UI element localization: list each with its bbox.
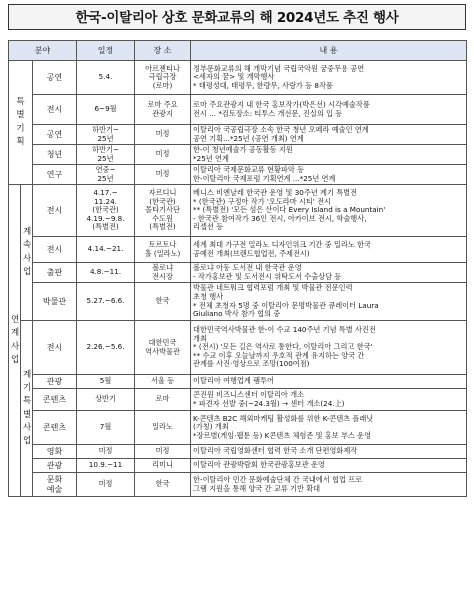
table-row <box>9 165 467 185</box>
row-field: 전시 <box>33 185 77 237</box>
row-field: 출판 <box>33 263 77 283</box>
row-place: 한국 <box>135 283 191 321</box>
row-date: 5.27.~6.6. <box>77 283 135 321</box>
group-special: 특 별 기 획 <box>9 61 33 185</box>
row-content: 볼로냐 아동 도서전 내 한국관 운영 - 작가홍보관 및 도서전시 위탁도서 수출상담 등 <box>191 263 467 283</box>
table-row <box>9 125 467 145</box>
row-content: 이탈리아 국립영화센터 협력 한국 소개 단편영화제작 <box>191 445 467 459</box>
group-linked: 연 계 사 업 <box>9 185 21 497</box>
table-row <box>9 283 467 321</box>
table-row <box>9 95 467 125</box>
table-row <box>9 459 467 473</box>
row-content: 이탈리아 여행업계 팸투어 <box>191 375 467 389</box>
row-date: 5월 <box>77 375 135 389</box>
row-content: 한-이 청년예술가 공동활동 지원 *25년 연계 <box>191 145 467 165</box>
row-field: 전시 <box>33 321 77 375</box>
table-row <box>9 375 467 389</box>
row-field: 전시 <box>33 95 77 125</box>
table-row <box>9 61 467 95</box>
row-content: 로마 주요관광지 내 한국 홍보작가(박은선) 시각예술작품 전시 ... *검토장소: 티투스 개선문, 진실의 입 등 <box>191 95 467 125</box>
page-title: 한국-이탈리아 상호 문화교류의 해 2024년도 추진 행사 <box>8 4 466 30</box>
group-continuing: 계 속 사 업 <box>21 185 33 321</box>
row-place: 로마 주요 관광지 <box>135 95 191 125</box>
row-date: 4.8.~11. <box>77 263 135 283</box>
header-content: 내 용 <box>191 41 467 61</box>
row-content: 박물관 네트워크 협력포럼 개최 및 박물관 전문인력 초청 행사 * 전체 초청자 5명 중 이탈리아 문명박물관 큐레이터 Laura Giuliano 박사 참가 협의 중 <box>191 283 467 321</box>
row-date: 하반기~ 25년 <box>77 125 135 145</box>
table-row <box>9 473 467 497</box>
table-row <box>9 263 467 283</box>
table-row <box>9 145 467 165</box>
row-place: 아르젠티나 극립극장 (로마) <box>135 61 191 95</box>
row-date: 상반기 <box>77 389 135 411</box>
row-date: 미정 <box>77 445 135 459</box>
row-place: 토르토나 홀 (밀라노) <box>135 237 191 263</box>
row-place: 미정 <box>135 445 191 459</box>
row-place: 자르디니 (한국관) 몰타기사단 수도원 (특별전) <box>135 185 191 237</box>
row-field: 영화 <box>33 445 77 459</box>
row-content: K-콘텐츠 B2C 해외마케팅 활성화를 위한 K-콘텐츠 플래닛 (가칭) 개최 *장르별(게임·웹툰 등) K콘텐츠 체험존 및 홍보 부스 운영 <box>191 411 467 445</box>
table-row <box>9 411 467 445</box>
row-place: 미정 <box>135 145 191 165</box>
row-date: 2.26.~5.6. <box>77 321 135 375</box>
row-field: 콘텐츠 <box>33 389 77 411</box>
row-date: 하반기~ 25년 <box>77 145 135 165</box>
table-row <box>9 445 467 459</box>
row-date: 4.14.~21. <box>77 237 135 263</box>
row-place: 대한민국 역사박물관 <box>135 321 191 375</box>
row-content: 베니스 비엔날레 한국관 운영 및 30주년 계기 특별전 * (한국관) 구정아 작가 '오도라마 시티' 전시 ** (특별전) '모든 섬은 산이다 Every Island is a Mountain' - 한국관 참여작가 36인 전시, 아카이브 전시, 학술행사, 리셉션 등 <box>191 185 467 237</box>
header-place: 장 소 <box>135 41 191 61</box>
table-row <box>9 185 467 237</box>
table-row <box>9 321 467 375</box>
row-field: 콘텐츠 <box>33 411 77 445</box>
row-date: 7월 <box>77 411 135 445</box>
row-field: 전시 <box>33 237 77 263</box>
row-place: 서울 등 <box>135 375 191 389</box>
row-date: 연중~ 25년 <box>77 165 135 185</box>
row-place: 볼로냐 전시장 <box>135 263 191 283</box>
row-content: 대한민국역사박물관 한-이 수교 140주년 기념 특별 사진전 개최 * (전시) '모든 길은 역사로 통한다, 이탈리아 그리고 한국' ** 수교 이후 오늘날까지 우호적 관계 유지하는 양국 간 관계를 사진·영상으로 조망(100여점) <box>191 321 467 375</box>
header-field: 분야 <box>9 41 77 61</box>
row-field: 관광 <box>33 459 77 473</box>
schedule-table <box>8 40 467 497</box>
row-content: 이탈리아 국제문화교류 현황파악 등 한-이탈리아 국제포럼 기획연계 ...*25년 연계 <box>191 165 467 185</box>
row-field: 문화 예술 <box>33 473 77 497</box>
row-content: 이탈리아 관광박람회 한국관광홍보관 운영 <box>191 459 467 473</box>
row-place: 밀라노 <box>135 411 191 445</box>
row-content: 한-이탈리아 민간 문화예술단체 간 국내에서 협업 프로 그램 지원을 통해 양국 간 교류 기반 확대 <box>191 473 467 497</box>
row-place: 한국 <box>135 473 191 497</box>
row-content: 정부문화교류의 해 개막기념 국립국악원 궁중무용 공연 <세자의 꿈> 및 개막행사 * 태평성대, 태평무, 한량무, 사랑가 등 8작품 <box>191 61 467 95</box>
row-content: 이탈리아 국공립극장 소속 한국 청년 오페라 예술인 연계 공연 기획...*25년 (공연 개최) 연계 <box>191 125 467 145</box>
row-place: 미정 <box>135 165 191 185</box>
row-field: 연구 <box>33 165 77 185</box>
row-date: 10.9.~11 <box>77 459 135 473</box>
row-date: 미정 <box>77 473 135 497</box>
group-special-linked: 계 기 특 별 사 업 <box>21 321 33 497</box>
header-date: 일정 <box>77 41 135 61</box>
table-header-row <box>9 41 467 61</box>
table-row <box>9 237 467 263</box>
row-field: 공연 <box>33 125 77 145</box>
row-place: 리미니 <box>135 459 191 473</box>
row-content: 콘진원 비즈니스센터 이탈리아 개소 * 파견자 선발 중(~24.3월) → 센터 개소(24.上) <box>191 389 467 411</box>
row-date: 6~9월 <box>77 95 135 125</box>
row-field: 관광 <box>33 375 77 389</box>
row-place: 로마 <box>135 389 191 411</box>
row-place: 미정 <box>135 125 191 145</box>
row-field: 공연 <box>33 61 77 95</box>
row-date: 5.4. <box>77 61 135 95</box>
row-content: 세계 최대 가구전 밀라노 디자인위크 기간 중 밀라노 한국 공예전 개최(브랜드협업전, 주제전시) <box>191 237 467 263</box>
row-field: 박물관 <box>33 283 77 321</box>
row-field: 청년 <box>33 145 77 165</box>
row-date: 4.17.~ 11.24. (한국관) 4.19.~9.8. (특별전) <box>77 185 135 237</box>
table-row <box>9 389 467 411</box>
